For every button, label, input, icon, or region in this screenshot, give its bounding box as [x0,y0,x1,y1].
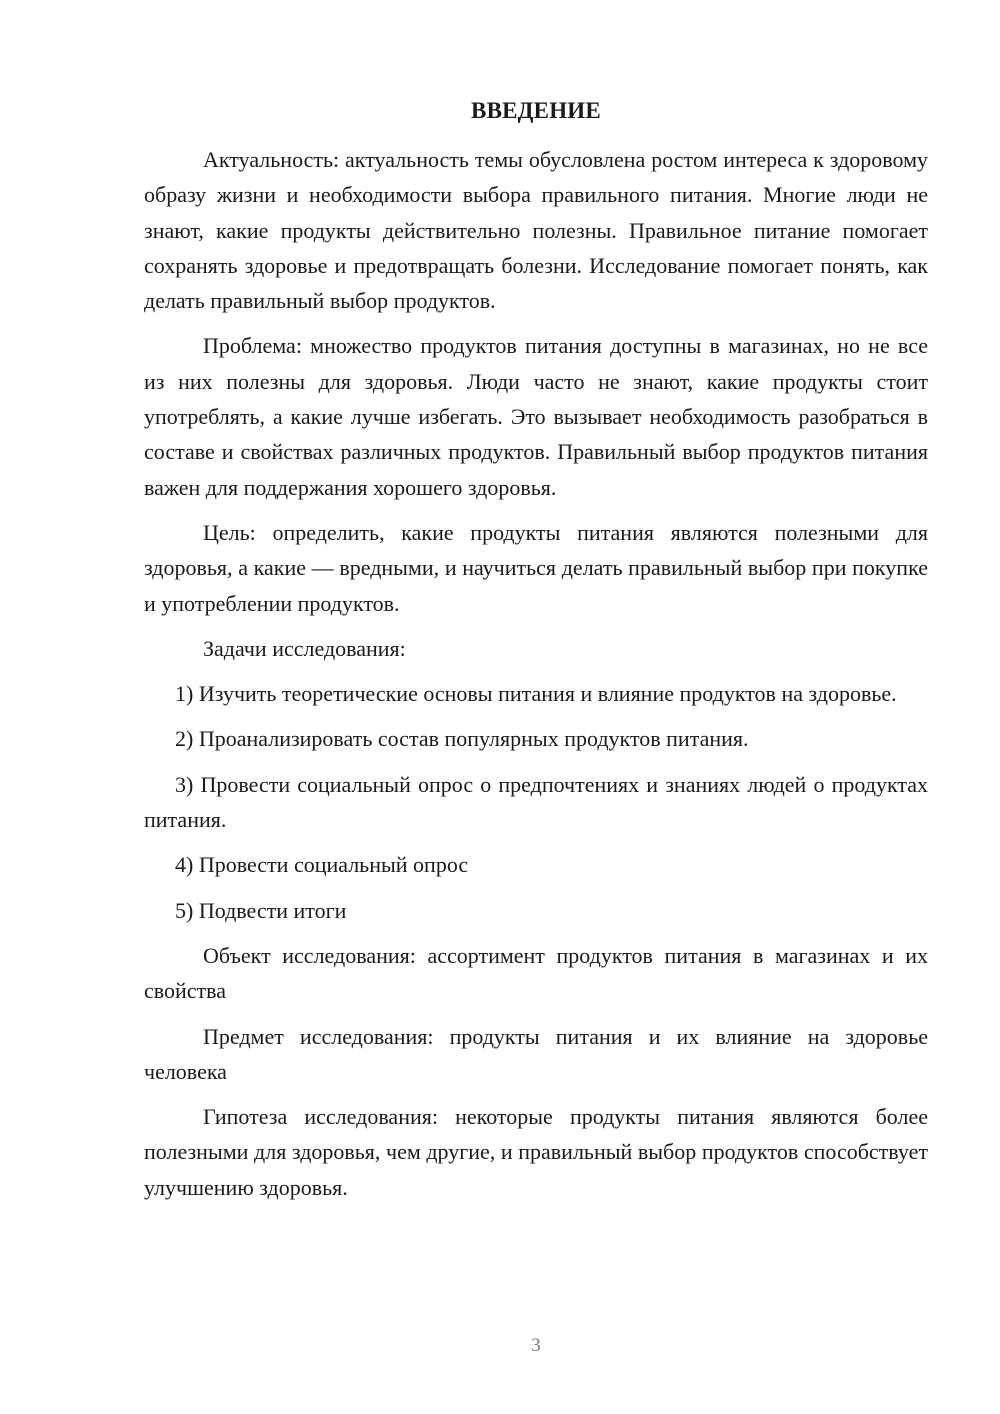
task-item-5: 5) Подвести итоги [175,897,347,923]
paragraph-object: Объект исследования: ассортимент продуктов питания в магазинах и их свойства [144,942,928,1004]
document-body [144,142,928,1215]
page-title: ВВЕДЕНИЕ [471,98,601,123]
paragraph-problem: Проблема: множество продуктов питания доступны в магазинах, но не все из них полезны для здоровья. Люди часто не знают, какие продукты стоит употреблять, а какие лучше избегать. Это вызывает необходимость разобраться в составе и свойствах различных продуктов. Правильный выбор продуктов питания важен для поддержания хорошего здоровья. [144,333,928,500]
task-item-2: 2) Проанализировать состав популярных продуктов питания. [175,726,749,752]
task-item-4: 4) Провести социальный опрос [175,852,469,878]
paragraph-relevance: Актуальность: актуальность темы обусловлена ростом интереса к здоровому образу жизни и необходимости выбора правильного питания. Многие люди не знают, какие продукты действительно полезны. Правильное питание помогает сохранять здоровье и предотвращать болезни. Исследование помогает понять, как делать правильный выбор продуктов. [144,147,928,314]
page-number: 3 [531,1335,541,1356]
paragraph-goal: Цель: определить, какие продукты питания являются полезными для здоровья, а какие — вредными, и научиться делать правильный выбор при покупке и употреблении продуктов. [144,519,928,616]
paragraph-hypothesis: Гипотеза исследования: некоторые продукты питания являются более полезными для здоровья, чем другие, и правильный выбор продуктов способствует улучшению здоровья. [144,1104,928,1200]
task-item-1: 1) Изучить теоретические основы питания и влияние продуктов на здоровье. [175,681,897,707]
tasks-heading: Задачи исследования: [203,635,406,661]
task-item-3: 3) Провести социальный опрос о предпочтениях и знаниях людей о продуктах питания. [144,771,928,833]
paragraph-subject: Предмет исследования: продукты питания и их влияние на здоровье человека [144,1023,928,1084]
